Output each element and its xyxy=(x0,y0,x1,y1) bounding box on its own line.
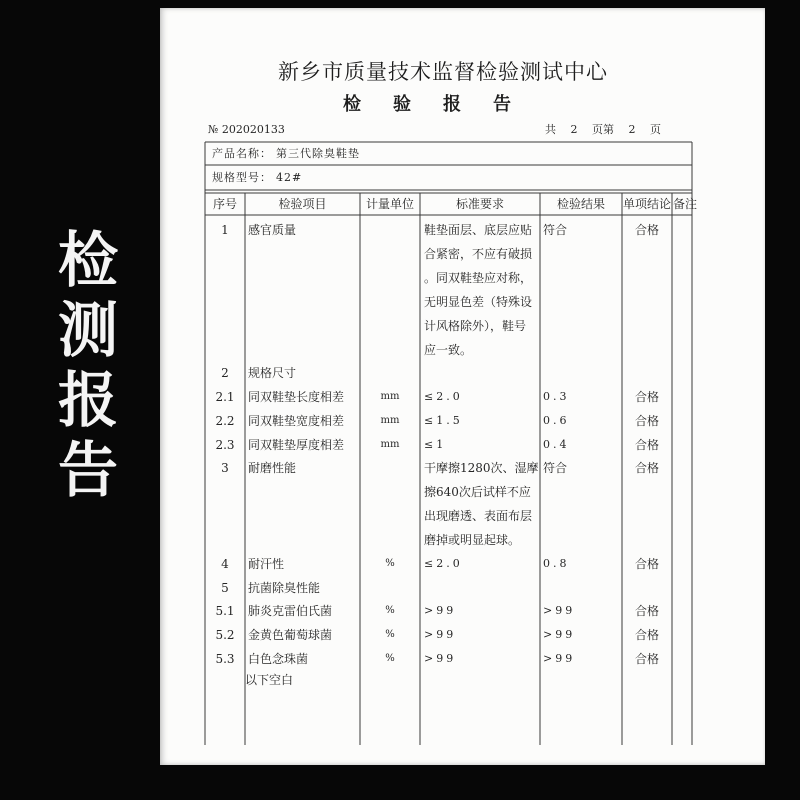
report-number: № 202020133 xyxy=(208,123,285,136)
standard-line: 磨掉或明显起球。 xyxy=(424,533,521,547)
standard-line: 无明显色差（特殊设 xyxy=(424,295,533,309)
inspection-result: 符合 xyxy=(543,461,568,475)
row-number: 4 xyxy=(221,557,229,571)
item-conclusion: 合格 xyxy=(634,604,659,618)
inspection-item: 感官质量 xyxy=(248,223,297,237)
row-number: 5.2 xyxy=(215,628,235,642)
column-header-conclusion: 单项结论 xyxy=(622,197,671,211)
spec-value: 42# xyxy=(276,171,303,184)
inspection-item: 白色念珠菌 xyxy=(248,652,309,666)
unit: % xyxy=(385,558,395,569)
inspection-item: 金黄色葡萄球菌 xyxy=(248,628,333,642)
inspection-result: >99 xyxy=(543,628,576,641)
inspection-result: 0.3 xyxy=(543,390,570,403)
inspection-item: 耐磨性能 xyxy=(248,461,297,475)
organization-title: 新乡市质量技术监督检验测试中心 xyxy=(278,60,608,84)
row-number: 5.3 xyxy=(215,652,235,666)
product-name-label: 产品名称： xyxy=(212,147,272,160)
row-number: 2 xyxy=(221,366,229,380)
inspection-result: 0.6 xyxy=(543,414,570,427)
row-number: 1 xyxy=(221,223,229,237)
unit: % xyxy=(385,653,395,664)
item-conclusion: 合格 xyxy=(634,461,659,475)
column-header-remark: 备注 xyxy=(673,197,698,211)
inspection-result: 0.8 xyxy=(543,557,570,570)
standard-line: 应一致。 xyxy=(424,343,473,357)
unit: % xyxy=(385,605,395,616)
inspection-result: 0.4 xyxy=(543,438,570,451)
inspection-item: 同双鞋垫长度相差 xyxy=(248,390,345,404)
standard-requirement: ≤1 xyxy=(424,438,447,451)
spec-label: 规格型号： xyxy=(212,171,272,184)
standard-requirement: >99 xyxy=(424,628,457,641)
unit: mm xyxy=(380,439,400,450)
inspection-item: 耐汗性 xyxy=(248,557,285,571)
column-header-unit: 计量单位 xyxy=(365,197,414,211)
column-header-item: 检验项目 xyxy=(278,197,327,211)
standard-requirement: >99 xyxy=(424,604,457,617)
item-conclusion: 合格 xyxy=(634,223,659,237)
spec-row xyxy=(212,166,302,190)
product-name-row xyxy=(212,142,360,165)
item-conclusion: 合格 xyxy=(634,652,659,666)
row-number: 2.3 xyxy=(215,438,235,452)
standard-line: 鞋垫面层、底层应贴 xyxy=(424,223,533,237)
inspection-item: 肺炎克雷伯氏菌 xyxy=(248,604,333,618)
standard-requirement xyxy=(424,218,532,362)
standard-line: 合紧密，不应有破损 xyxy=(424,247,533,261)
unit: mm xyxy=(380,391,400,402)
item-conclusion: 合格 xyxy=(634,628,659,642)
standard-line: 出现磨透、表面布层 xyxy=(424,509,533,523)
standard-requirement: ≤1.5 xyxy=(424,414,463,427)
blank-below-note: 以下空白 xyxy=(245,673,294,687)
row-number: 5 xyxy=(221,581,229,595)
page-info: 共 2 页第 2 页 xyxy=(545,123,661,136)
standard-line: 。同双鞋垫应对称， xyxy=(424,271,533,285)
banner-title: 检测报告 xyxy=(48,228,118,508)
standard-line: 擦640次后试样不应 xyxy=(424,485,531,499)
item-conclusion: 合格 xyxy=(634,557,659,571)
item-conclusion: 合格 xyxy=(634,438,659,452)
item-conclusion: 合格 xyxy=(634,390,659,404)
inspection-result: >99 xyxy=(543,604,576,617)
column-header-result: 检验结果 xyxy=(556,197,605,211)
standard-line: 干摩擦1280次、湿摩 xyxy=(424,461,539,475)
standard-requirement: >99 xyxy=(424,652,457,665)
column-header-no: 序号 xyxy=(212,197,237,211)
inspection-item: 同双鞋垫厚度相差 xyxy=(248,438,345,452)
inspection-result: >99 xyxy=(543,652,576,665)
item-conclusion: 合格 xyxy=(634,414,659,428)
standard-requirement xyxy=(424,456,539,552)
standard-requirement: ≤2.0 xyxy=(424,557,463,570)
row-number: 2.1 xyxy=(215,390,235,404)
row-number: 5.1 xyxy=(215,604,235,618)
inspection-item: 同双鞋垫宽度相差 xyxy=(248,414,345,428)
inspection-item: 规格尺寸 xyxy=(248,366,297,380)
inspection-result: 符合 xyxy=(543,223,568,237)
row-number: 3 xyxy=(221,461,229,475)
report-title: 检验报告 xyxy=(343,94,543,115)
report-page xyxy=(160,8,765,765)
product-name: 第三代除臭鞋垫 xyxy=(276,147,360,160)
unit: % xyxy=(385,629,395,640)
row-number: 2.2 xyxy=(215,414,235,428)
column-header-standard: 标准要求 xyxy=(455,197,504,211)
standard-line: 计风格除外），鞋号 xyxy=(424,319,527,333)
inspection-item: 抗菌除臭性能 xyxy=(248,581,321,595)
standard-requirement: ≤2.0 xyxy=(424,390,463,403)
unit: mm xyxy=(380,415,400,426)
